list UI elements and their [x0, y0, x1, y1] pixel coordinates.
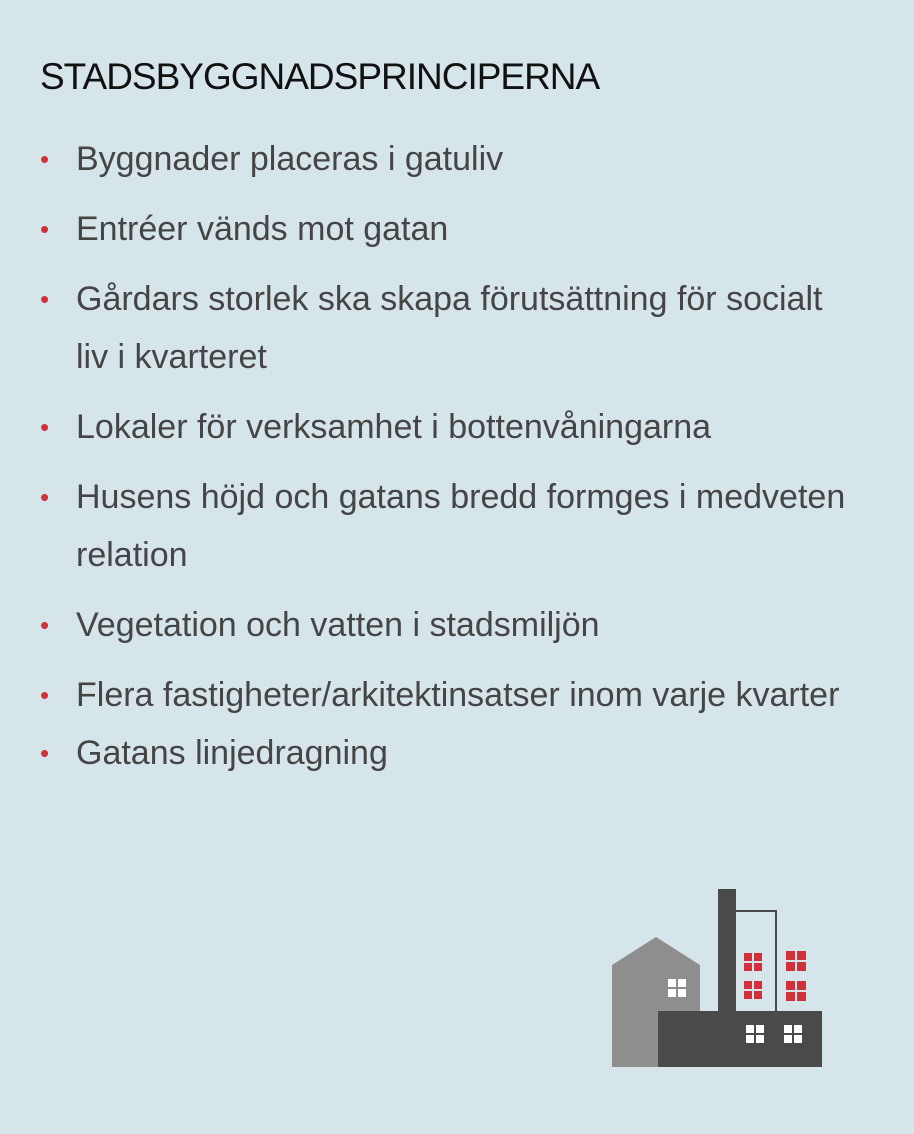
bullet-icon: • [40, 284, 50, 314]
list-item [40, 130, 860, 188]
list-item [40, 270, 860, 386]
city-buildings-icon [610, 885, 825, 1070]
list-item-text: Byggnader placeras i gatuliv [76, 140, 504, 178]
bullet-icon: • [40, 482, 50, 512]
list-item [40, 724, 860, 782]
bullet-icon: • [40, 680, 50, 710]
list-item-text: Gatans linjedragning [76, 734, 388, 772]
list-item-text: Vegetation och vatten i stadsmiljön [76, 606, 600, 644]
list-item-text: Gårdars storlek ska skapa förutsättning för socialt liv i kvarteret [76, 280, 823, 376]
list-item [40, 468, 860, 584]
panel-title: STADSBYGGNADSPRINCIPERNA [40, 56, 600, 97]
bullet-icon: • [40, 610, 50, 640]
list-item [40, 398, 860, 456]
list-item-text: Flera fastigheter/arkitektinsatser inom varje kvarter [76, 676, 840, 714]
list-item [40, 596, 860, 654]
principles-list [40, 130, 860, 794]
list-item [40, 666, 860, 724]
bullet-icon: • [40, 412, 50, 442]
bullet-icon: • [40, 738, 50, 768]
list-item-text: Entréer vänds mot gatan [76, 210, 449, 248]
list-item-text: Husens höjd och gatans bredd formges i medveten relation [76, 478, 846, 574]
list-item-text: Lokaler för verksamhet i bottenvåningarna [76, 408, 712, 446]
bullet-icon: • [40, 144, 50, 174]
list-item [40, 200, 860, 258]
bullet-icon: • [40, 214, 50, 244]
